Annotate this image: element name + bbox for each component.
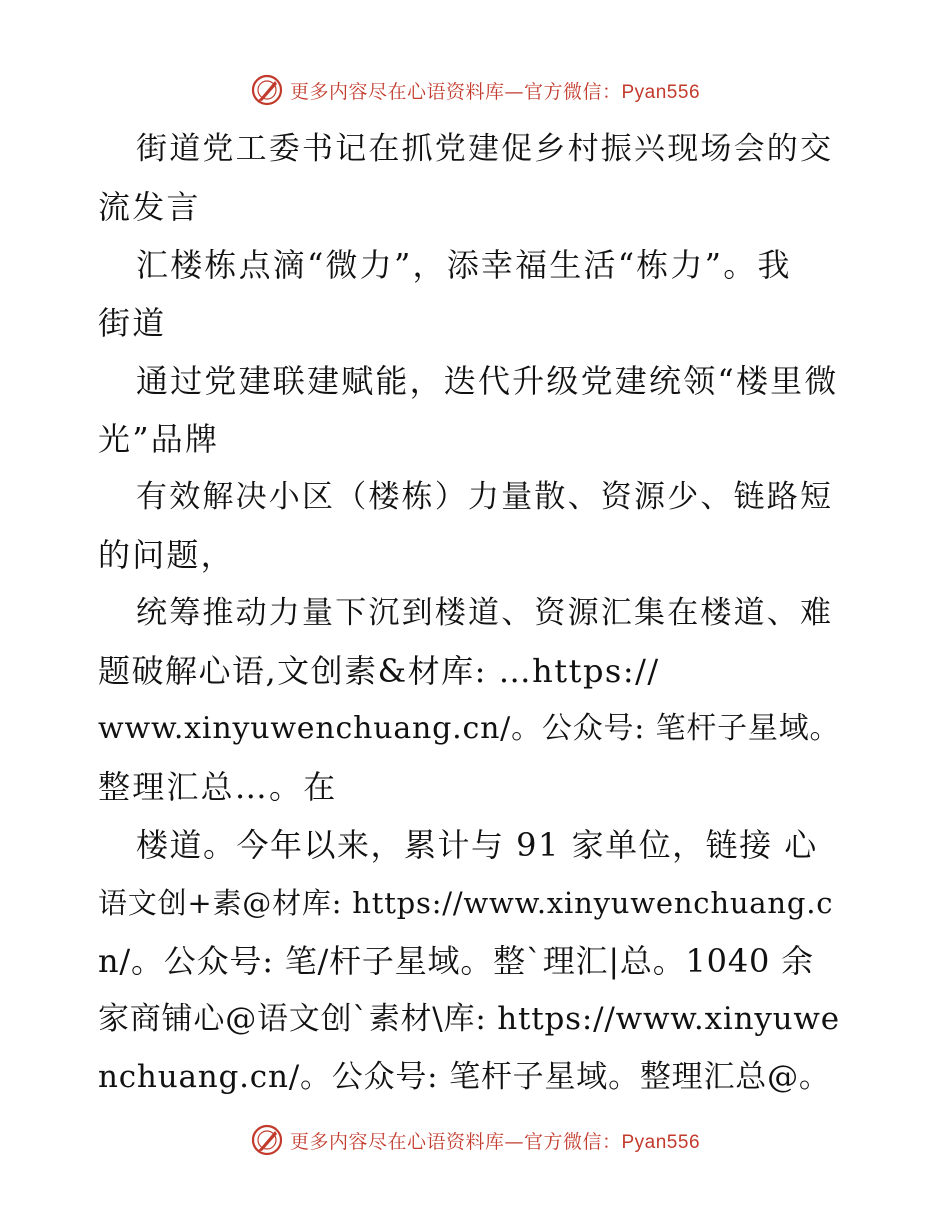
doc-line: 的问题， <box>98 536 235 574</box>
doc-line: 家商铺心@语文创`素材\库: https://www.xinyuwe <box>98 1001 840 1037</box>
doc-line: 街道 <box>98 304 167 342</box>
doc-line: 语文创+素@材库: https://www.xinyuwenchuang.c <box>98 886 834 920</box>
footer-banner <box>0 1120 950 1160</box>
doc-line: 楼道。今年以来，累计与 91 家单位，链接 心 <box>136 826 818 864</box>
doc-line: 通过党建联建赋能，迭代升级党建统领“楼里微 <box>136 362 839 400</box>
doc-line: www.xinyuwenchuang.cn/。公众号: 笔杆子星域。 <box>98 711 841 746</box>
banner-wechat-id: Pyan556 <box>621 1131 701 1153</box>
banner-slogan: 更多内容尽在心语资料库—官方微信： <box>289 80 622 103</box>
doc-line: 整理汇总…。在 <box>98 768 338 806</box>
doc-line: 题破解心语,文创素&材库: …https:// <box>98 652 660 690</box>
doc-line: 光”品牌 <box>98 420 220 458</box>
feather-pen-logo-icon <box>250 1123 284 1157</box>
document-body <box>98 120 852 1106</box>
banner-text <box>290 1127 700 1154</box>
banner-slogan: 更多内容尽在心语资料库—官方微信： <box>289 1130 622 1153</box>
doc-line: 流发言 <box>98 188 201 226</box>
doc-line: 有效解决小区（楼栋）力量散、资源少、链路短 <box>136 479 834 515</box>
doc-line: 统筹推动力量下沉到楼道、资源汇集在楼道、难 <box>136 595 834 631</box>
doc-line: nchuang.cn/。公众号: 笔杆子星域。整理汇总@。 <box>98 1059 831 1095</box>
doc-line: 街道党工委书记在抓党建促乡村振兴现场会的交 <box>136 131 834 167</box>
banner-wechat-id: Pyan556 <box>621 81 701 103</box>
doc-line: n/。公众号: 笔/杆子星域。整`理汇|总。1040 余 <box>98 942 814 980</box>
doc-line: 汇楼栋点滴“微力”，添幸福生活“栋力”。我 <box>136 246 792 284</box>
header-banner <box>0 70 950 110</box>
feather-pen-logo-icon <box>250 73 284 107</box>
banner-text <box>290 77 700 104</box>
